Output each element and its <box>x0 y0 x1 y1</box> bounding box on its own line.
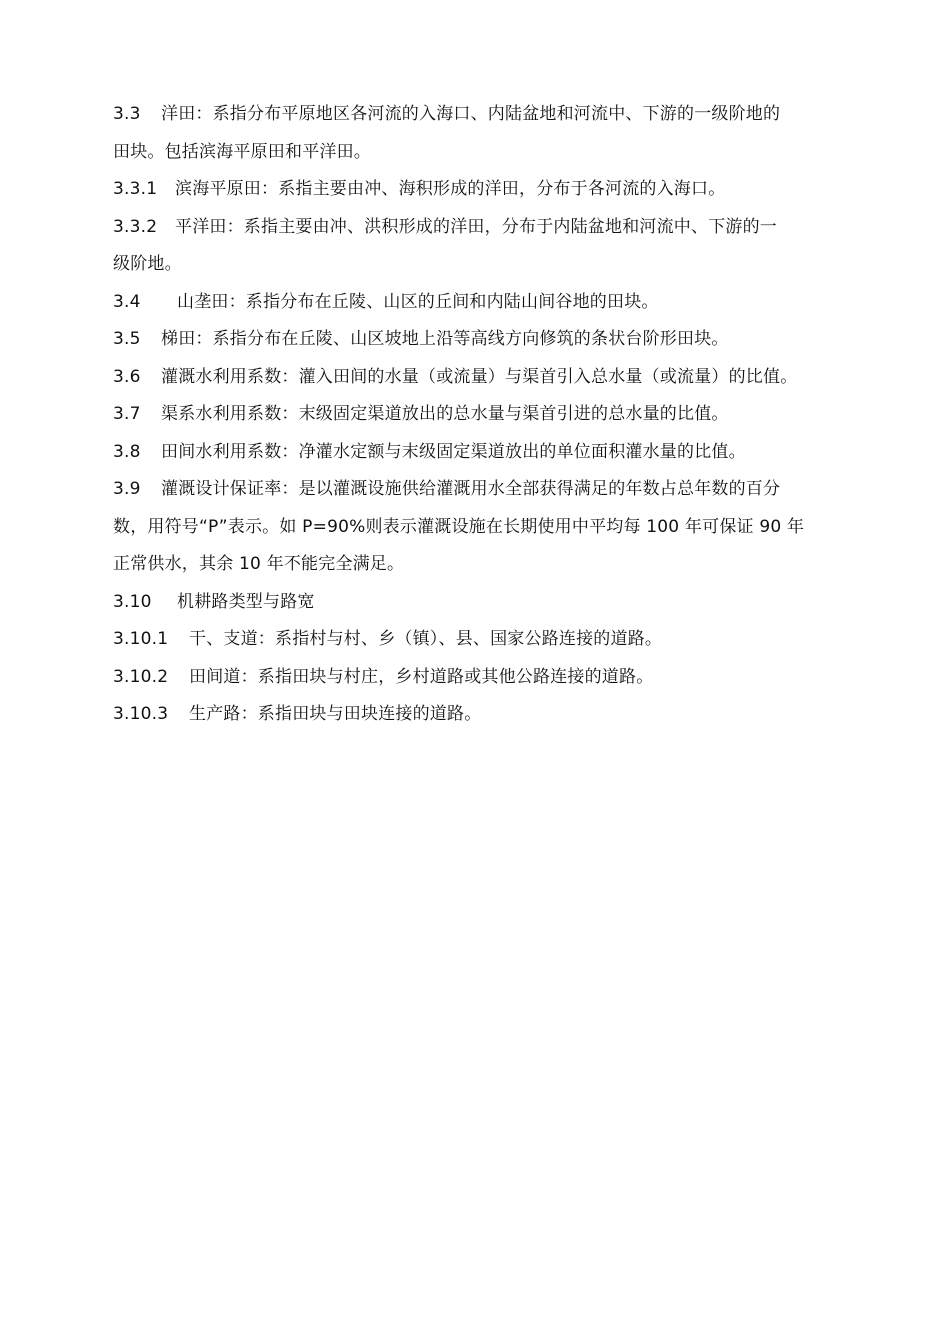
clause-text: 机耕路类型与路宽 <box>177 591 315 612</box>
clause-3-3-2-continued <box>113 246 873 284</box>
clause-number: 3.8 <box>113 441 141 462</box>
clause-text: 数，用符号“P”表示。如 P=90%则表示灌溉设施在长期使用中平均每 100 年可保证 90 年 <box>113 516 805 537</box>
clause-text: 田间道：系指田块与村庄，乡村道路或其他公路连接的道路。 <box>189 666 654 687</box>
clause-number: 3.10.2 <box>113 666 169 687</box>
clause-number: 3.10.1 <box>113 629 169 649</box>
clause-3-10 <box>113 584 873 622</box>
clause-3-10-1 <box>113 621 873 659</box>
clause-3-3 <box>113 96 873 134</box>
clause-3-9 <box>113 471 873 509</box>
document-body <box>113 96 873 734</box>
clause-number: 3.3.2 <box>113 216 158 237</box>
clause-text: 洋田：系指分布平原地区各河流的入海口、内陆盆地和河流中、下游的一级阶地的 <box>161 104 781 124</box>
clause-number: 3.10.3 <box>113 704 169 724</box>
clause-3-3-continued <box>113 134 873 172</box>
clause-number: 3.9 <box>113 479 141 499</box>
clause-3-7 <box>113 396 873 434</box>
clause-text: 级阶地。 <box>113 254 182 274</box>
clause-number: 3.7 <box>113 404 141 424</box>
clause-number: 3.10 <box>113 591 152 612</box>
clause-3-3-1 <box>113 171 873 209</box>
clause-number: 3.5 <box>113 329 141 349</box>
clause-text: 田块。包括滨海平原田和平洋田。 <box>113 141 371 162</box>
clause-number: 3.6 <box>113 366 141 387</box>
clause-number: 3.4 <box>113 291 141 312</box>
clause-3-5 <box>113 321 873 359</box>
clause-text: 山垄田：系指分布在丘陵、山区的丘间和内陆山间谷地的田块。 <box>177 291 659 312</box>
clause-text: 渠系水利用系数：末级固定渠道放出的总水量与渠首引进的总水量的比值。 <box>161 404 729 424</box>
clause-text: 干、支道：系指村与村、乡（镇）、县、国家公路连接的道路。 <box>189 629 663 649</box>
clause-number: 3.3 <box>113 104 141 124</box>
clause-3-6 <box>113 359 873 397</box>
clause-3-10-2 <box>113 659 873 697</box>
clause-text: 平洋田：系指主要由冲、洪积形成的洋田，分布于内陆盆地和河流中、下游的一 <box>175 216 777 237</box>
clause-3-8 <box>113 434 873 472</box>
clause-text: 灌溉设计保证率：是以灌溉设施供给灌溉用水全部获得满足的年数占总年数的百分 <box>161 479 781 499</box>
clause-3-9-continued <box>113 509 873 547</box>
clause-3-4 <box>113 284 873 322</box>
clause-number: 3.3.1 <box>113 179 158 199</box>
clause-text: 滨海平原田：系指主要由冲、海积形成的洋田，分布于各河流的入海口。 <box>175 179 726 199</box>
clause-3-3-2 <box>113 209 873 247</box>
clause-text: 田间水利用系数：净灌水定额与末级固定渠道放出的单位面积灌水量的比值。 <box>161 441 746 462</box>
clause-text: 灌溉水利用系数：灌入田间的水量（或流量）与渠首引入总水量（或流量）的比值。 <box>161 366 798 387</box>
clause-3-10-3 <box>113 696 873 734</box>
clause-text: 生产路：系指田块与田块连接的道路。 <box>189 704 482 724</box>
clause-text: 梯田：系指分布在丘陵、山区坡地上沿等高线方向修筑的条状台阶形田块。 <box>161 329 729 349</box>
clause-3-9-continued-2 <box>113 546 873 584</box>
clause-text: 正常供水，其余 10 年不能完全满足。 <box>113 554 405 574</box>
